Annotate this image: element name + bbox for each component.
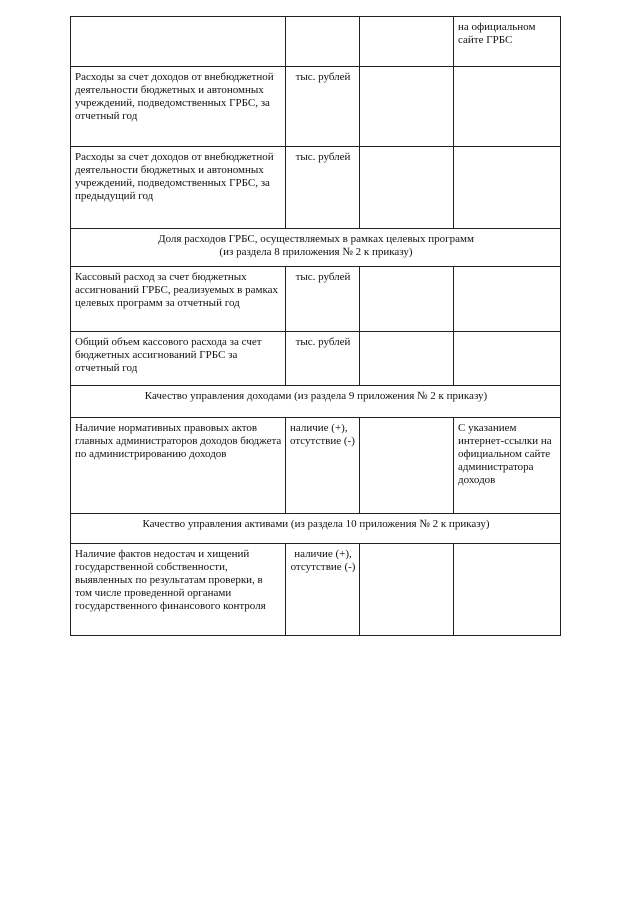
table-row [71, 267, 561, 332]
unit-cell: тыс. рублей [286, 332, 360, 386]
indicator-cell: Кассовый расход за счет бюджетных ассигнований ГРБС, реализуемых в рамках целевых программ за отчетный год [71, 267, 286, 332]
section-title: Качество управления доходами (из раздела 9 приложения № 2 к приказу) [144, 390, 488, 402]
indicator-cell: Наличие нормативных правовых актов главных администраторов доходов бюджета по администрированию доходов [71, 418, 286, 514]
note-cell: на официальном сайте ГРБС [454, 17, 561, 67]
indicator-cell: Общий объем кассового расхода за счет бюджетных ассигнований ГРБС за отчетный год [71, 332, 286, 386]
value-cell [360, 418, 454, 514]
table-row [71, 147, 561, 229]
section-header [71, 229, 561, 267]
section-header [71, 514, 561, 544]
note-cell [454, 67, 561, 147]
unit-cell: тыс. рублей [286, 67, 360, 147]
value-cell [360, 67, 454, 147]
unit-cell: тыс. рублей [286, 147, 360, 229]
table-row [71, 544, 561, 636]
note-cell [454, 332, 561, 386]
section-source: (из раздела 8 приложения № 2 к приказу) [219, 246, 413, 258]
value-cell [360, 17, 454, 67]
table-row [71, 418, 561, 514]
unit-cell [286, 17, 360, 67]
section-row [71, 229, 561, 267]
note-cell [454, 147, 561, 229]
table-row [71, 67, 561, 147]
table-row [71, 332, 561, 386]
section-title: Качество управления активами (из раздела 10 приложения № 2 к приказу) [142, 518, 490, 530]
indicator-cell: Расходы за счет доходов от внебюджетной деятельности бюджетных и автономных учреждений, подведомственных ГРБС, за предыдущий год [71, 147, 286, 229]
indicator-table [70, 16, 561, 636]
unit-cell: тыс. рублей [286, 267, 360, 332]
value-cell [360, 147, 454, 229]
value-cell [360, 544, 454, 636]
indicator-cell [71, 17, 286, 67]
value-cell [360, 267, 454, 332]
section-header [71, 386, 561, 418]
section-row [71, 386, 561, 418]
note-cell [454, 267, 561, 332]
note-cell: С указанием интернет-ссылки на официальном сайте администратора доходов [454, 418, 561, 514]
unit-cell: наличие (+), отсутствие (-) [286, 418, 360, 514]
value-cell [360, 332, 454, 386]
unit-cell: наличие (+), отсутствие (-) [286, 544, 360, 636]
indicator-cell: Расходы за счет доходов от внебюджетной деятельности бюджетных и автономных учреждений, подведомственных ГРБС, за отчетный год [71, 67, 286, 147]
table-row [71, 17, 561, 67]
indicator-cell: Наличие фактов недостач и хищений государственной собственности, выявленных по результатам проверки, в том числе проведенной органами государственного финансового контроля [71, 544, 286, 636]
section-row [71, 514, 561, 544]
section-title: Доля расходов ГРБС, осуществляемых в рамках целевых программ [158, 233, 474, 245]
note-cell [454, 544, 561, 636]
